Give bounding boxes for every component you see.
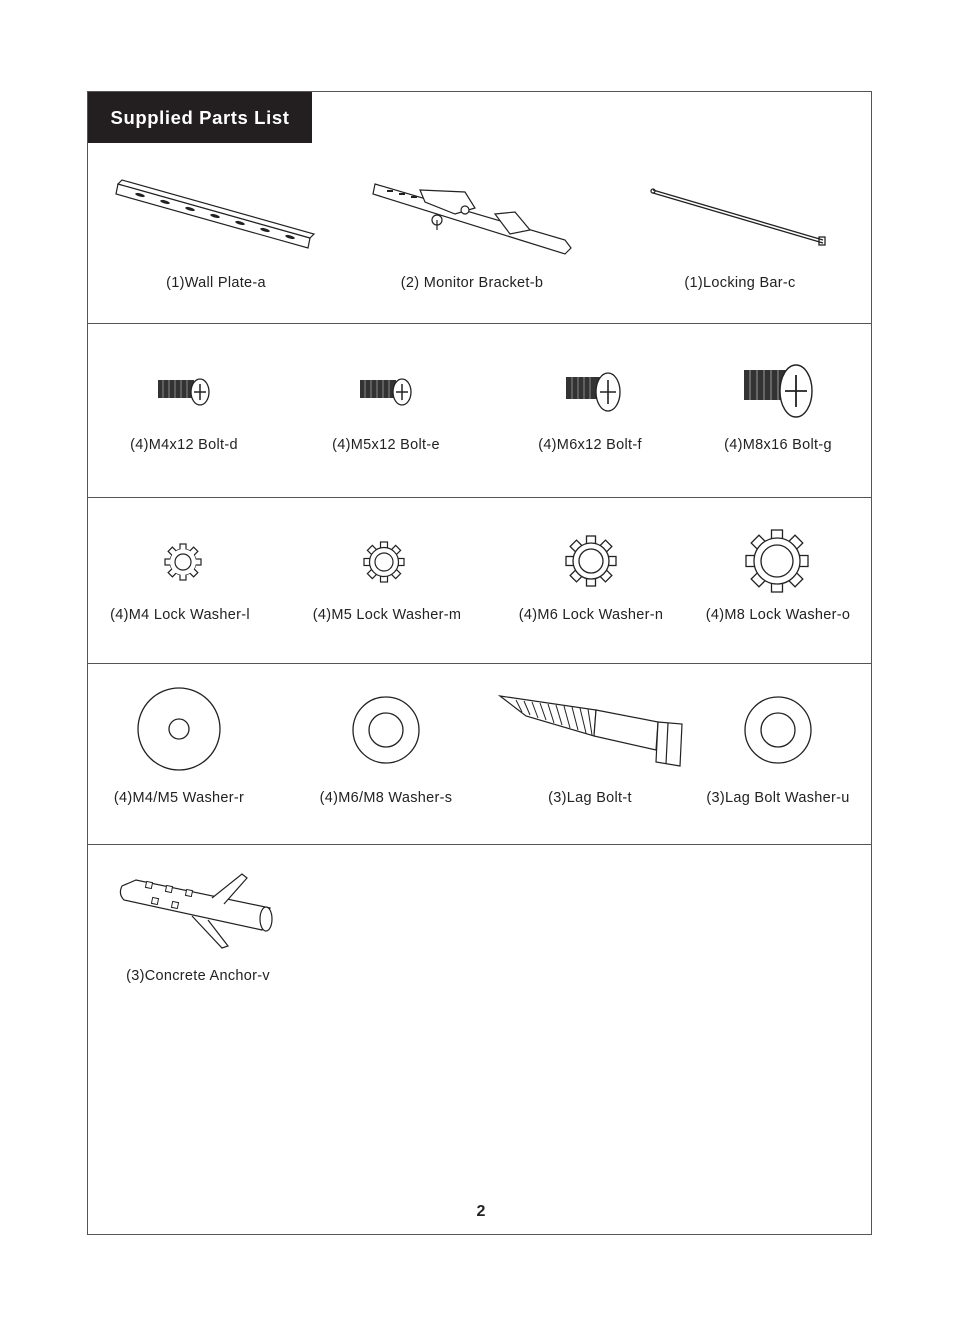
m4-bolt-illustration xyxy=(154,374,214,410)
m8-lock-washer-illustration xyxy=(744,528,810,594)
locking-bar-illustration xyxy=(645,180,835,250)
m8-bolt-illustration xyxy=(740,362,816,420)
m5-lock-washer-illustration xyxy=(362,540,406,584)
part-label: (4)M8x16 Bolt-g xyxy=(724,437,832,453)
page-number: 2 xyxy=(476,1203,486,1220)
m6-bolt-illustration xyxy=(562,370,624,414)
part-label: (3)Concrete Anchor-v xyxy=(126,968,270,984)
part-label: (4)M6x12 Bolt-f xyxy=(538,437,642,453)
m6-lock-washer-illustration xyxy=(564,534,618,588)
part-label: (3)Lag Bolt-t xyxy=(548,790,632,806)
lag-bolt-washer-illustration xyxy=(742,694,814,766)
row-divider xyxy=(88,497,872,498)
monitor-bracket-illustration xyxy=(365,178,580,258)
concrete-anchor-illustration xyxy=(112,868,282,958)
wall-plate-illustration xyxy=(110,178,320,253)
m5-bolt-illustration xyxy=(356,374,416,410)
row-divider xyxy=(88,844,872,845)
part-label: (4)M4 Lock Washer-l xyxy=(110,607,250,623)
part-label: (4)M5x12 Bolt-e xyxy=(332,437,440,453)
m6-m8-washer-illustration xyxy=(350,694,422,766)
part-label: (4)M5 Lock Washer-m xyxy=(312,607,462,623)
part-label: (4)M8 Lock Washer-o xyxy=(705,607,851,623)
part-label: (4)M6/M8 Washer-s xyxy=(319,790,453,806)
part-label: (3)Lag Bolt Washer-u xyxy=(706,790,850,806)
part-label: (4)M4x12 Bolt-d xyxy=(130,437,238,453)
row-divider xyxy=(88,663,872,664)
part-label: (4)M6 Lock Washer-n xyxy=(518,607,664,623)
row-divider xyxy=(88,323,872,324)
part-label: (2) Monitor Bracket-b xyxy=(400,275,544,291)
section-title: Supplied Parts List xyxy=(88,92,312,143)
lag-bolt-illustration xyxy=(496,690,686,770)
m4-m5-washer-illustration xyxy=(134,686,224,772)
m4-lock-washer-illustration xyxy=(163,542,203,582)
part-label: (1)Locking Bar-c xyxy=(684,275,796,291)
part-label: (1)Wall Plate-a xyxy=(166,275,266,291)
part-label: (4)M4/M5 Washer-r xyxy=(113,790,245,806)
